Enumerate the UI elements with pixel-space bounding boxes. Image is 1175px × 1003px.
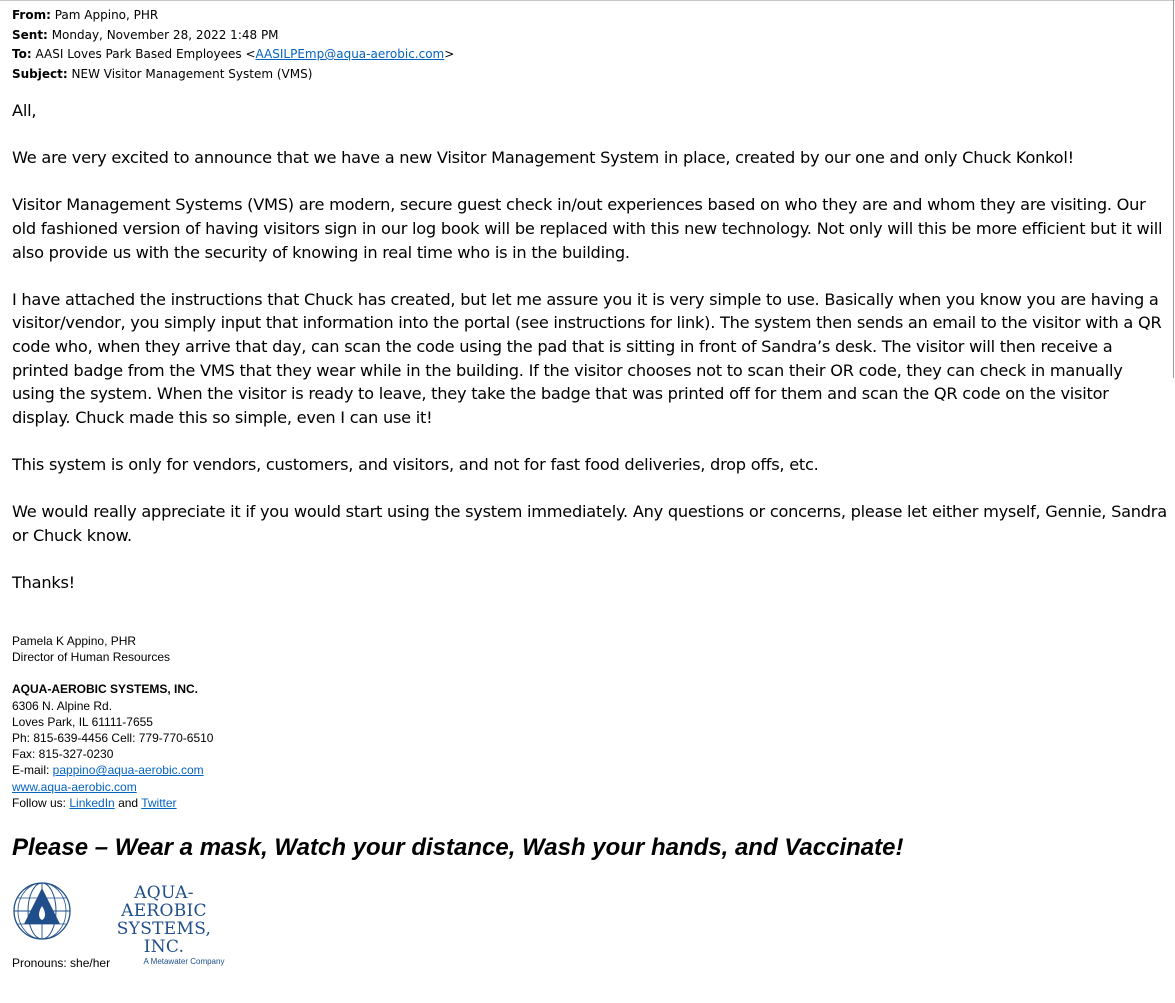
signature-company: AQUA-AEROBIC SYSTEMS, INC. (12, 682, 199, 697)
twitter-link[interactable]: Twitter (141, 795, 177, 810)
sent-row (12, 26, 454, 46)
signature-title: Director of Human Resources (12, 650, 171, 665)
paragraph-announcement: We are very excited to announce that we have a new Visitor Management System in place, created by our one and only Chuck Konkol! (12, 148, 1074, 168)
signature-name: Pamela K Appino, PHR (12, 634, 137, 648)
logo-line2: SYSTEMS, INC. (116, 919, 212, 957)
signature-phones: Ph: 815-639-4456 Cell: 779-770-6510 (12, 731, 214, 746)
logo-tagline: A Metawater Company (143, 957, 225, 966)
closing: Thanks! (12, 572, 75, 592)
globe-logo-icon (12, 880, 74, 942)
scrollbar-edge (1173, 0, 1174, 378)
logo-wordmark (96, 884, 232, 968)
signature-email-link[interactable]: pappino@aqua-aerobic.com (52, 763, 204, 778)
logo-line1: AQUA-AEROBIC (121, 883, 207, 921)
paragraph-scope: This system is only for vendors, customers, and visitors, and not for fast food deliveries, drop offs, etc. (12, 454, 819, 474)
email-header (12, 6, 454, 84)
from-label: From: (12, 8, 51, 22)
signature-fax: Fax: 815-327-0230 (12, 747, 114, 762)
linkedin-link[interactable]: LinkedIn (69, 795, 115, 810)
follow-label: Follow us: (12, 795, 70, 810)
email-signature (12, 633, 213, 811)
window-top-border (0, 0, 1175, 1)
subject-value: NEW Visitor Management System (VMS) (71, 66, 313, 81)
from-row (12, 6, 454, 26)
safety-slogan: Please – Wear a mask, Watch your distance, Wash your hands, and Vaccinate! (12, 834, 904, 861)
pronouns: Pronouns: she/her (12, 956, 111, 970)
paragraph-instructions: I have attached the instructions that Chuck has created, but let me assure you it is very simple to use. Basically when you know you are having a visitor/vendor, you simply input that information into the portal (see instructions for link). The system then sends an email to the visitor with a QR code who, when they arrive that day, can scan the code using the pad that is sitting in front of Sandra’s desk. The visitor will then receive a printed badge from the VMS that they wear while in the building. If the visitor chooses not to scan their OR code, they can check in manually using the system. When the visitor is ready to leave, they take the badge that was printed off for them and scan the QR code on the visitor display. Chuck made this so simple, even I can use it! (12, 289, 1162, 427)
sent-label: Sent: (12, 27, 48, 42)
greeting: All, (12, 101, 37, 120)
follow-and: and (114, 795, 142, 810)
to-name: AASI Loves Park Based Employees < (35, 47, 256, 61)
paragraph-vms-description: Visitor Management Systems (VMS) are modern, secure guest check in/out experiences based on who they are and whom they are visiting. Our old fashioned version of having visitors sign in our log book will be replaced with this new technology. Not only will this be more efficient but it will also provide us with the security of knowing in real time who is in the building. (12, 195, 1163, 262)
to-label: To: (12, 47, 32, 61)
paragraph-request: We would really appreciate it if you would start using the system immediately. Any questions or concerns, please let either myself, Gennie, Sandra or Chuck know. (12, 502, 1167, 545)
to-row (12, 45, 454, 65)
to-close: > (444, 47, 455, 61)
email-label: E-mail: (12, 763, 53, 778)
to-email-link[interactable]: AASILPEmp@aqua-aerobic.com (255, 47, 445, 61)
signature-email-row (12, 762, 213, 778)
signature-follow-row (12, 795, 213, 811)
sent-value: Monday, November 28, 2022 1:48 PM (51, 27, 279, 42)
subject-row (12, 65, 454, 85)
email-body (12, 99, 1167, 618)
signature-website-row (12, 779, 213, 795)
signature-address-line2: Loves Park, IL 61111-7655 (12, 714, 153, 729)
from-value: Pam Appino, PHR (54, 8, 159, 22)
subject-label: Subject: (12, 66, 68, 81)
signature-address-line1: 6306 N. Alpine Rd. (12, 698, 113, 713)
website-link[interactable]: www.aqua-aerobic.com (12, 779, 137, 794)
